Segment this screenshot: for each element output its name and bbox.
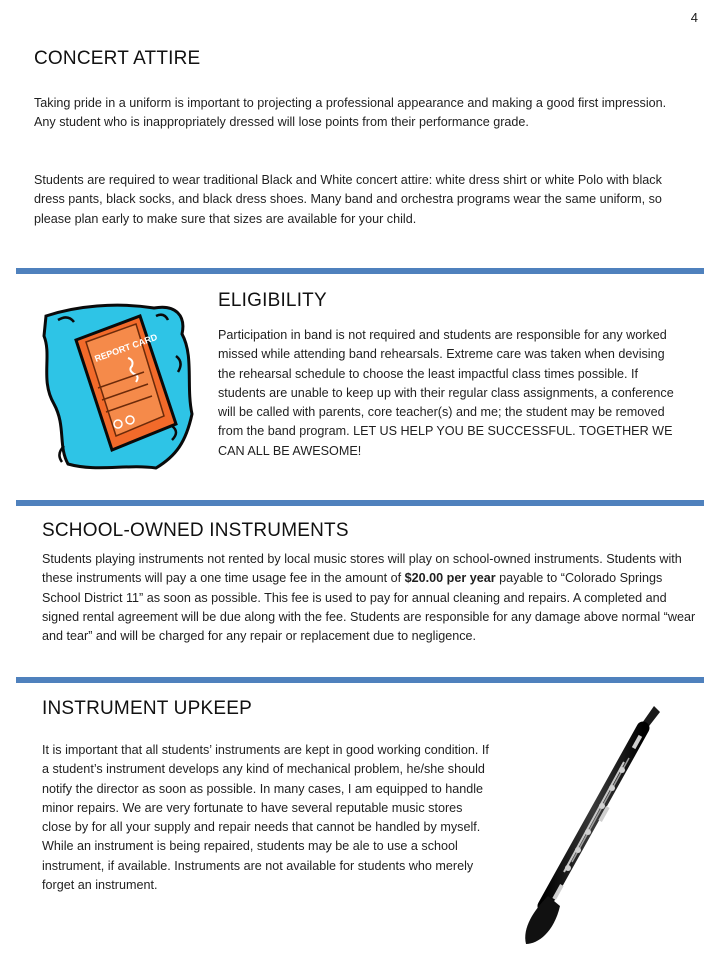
school-owned-instruments-paragraph — [42, 550, 697, 646]
instrument-upkeep-paragraph: It is important that all students’ instruments are kept in good working condition. If a student’s instrument develops any kind of mechanical problem, he/she should notify the director as soon as possible. In many cases, I am equipped to handle minor repairs. We are very fortunate to have several reputable music stores close by for all your supply and repair needs that cannot be handled by myself. While an instrument is being repaired, students may be ale to use a school instrument, if available. Instruments are not available for students who merely forget an instrument. — [42, 743, 489, 893]
school-instruments-text-2: payable to “Colorado Springs School District 11” as soon as possible. This fee is used to pay for annual cleaning and repairs. A completed and signed rental agreement will be due along with the fee. Students are responsible for any damage above normal “wear and tear” and will be charged for any repair or replacement due to negligence. — [42, 571, 696, 644]
school-owned-instruments-heading: SCHOOL-OWNED INSTRUMENTS — [42, 520, 349, 541]
page-number: 4 — [690, 10, 698, 25]
usage-fee: $20.00 per year — [404, 571, 496, 586]
school-instruments-text-1: Students playing instruments not rented by local music stores will play on school-owned instruments. Students with these instruments will pay a one time usage fee in the amount of — [42, 552, 682, 586]
concert-attire-paragraph-2: Students are required to wear traditional Black and White concert attire: white dress shirt or white Polo with black dress pants, black socks, and black dress shoes. Many band and orchestra programs wear the same uniform, so please plan early to make sure that sizes are available for your child. — [34, 173, 662, 226]
concert-attire-paragraph-1: Taking pride in a uniform is important to projecting a professional appearance and making a good first impression. Any student who is inappropriately dressed will lose points from their performance grade. — [34, 96, 667, 130]
eligibility-paragraph: Participation in band is not required and students are responsible for any worked missed while attending band rehearsals. Extreme care was taken when devising the rehearsal schedule to choose the least impactful class times possible. If students are unable to keep up with their regular class assignments, a conference will be called with parents, core teacher(s) and me; the student may be removed from the band program. LET US HELP YOU BE SUCCESSFUL. TOGETHER WE CAN ALL BE AWESOME! — [218, 328, 674, 458]
section-divider-3 — [16, 677, 704, 683]
section-divider-1 — [16, 268, 704, 274]
eligibility-heading: ELIGIBILITY — [218, 290, 327, 311]
instrument-upkeep-heading: INSTRUMENT UPKEEP — [42, 698, 252, 719]
report-card-clipart — [36, 296, 196, 474]
report-card-label: REPORT CARD — [93, 331, 159, 364]
clarinet-image — [504, 700, 664, 950]
concert-attire-heading: CONCERT ATTIRE — [34, 48, 201, 69]
section-divider-2 — [16, 500, 704, 506]
